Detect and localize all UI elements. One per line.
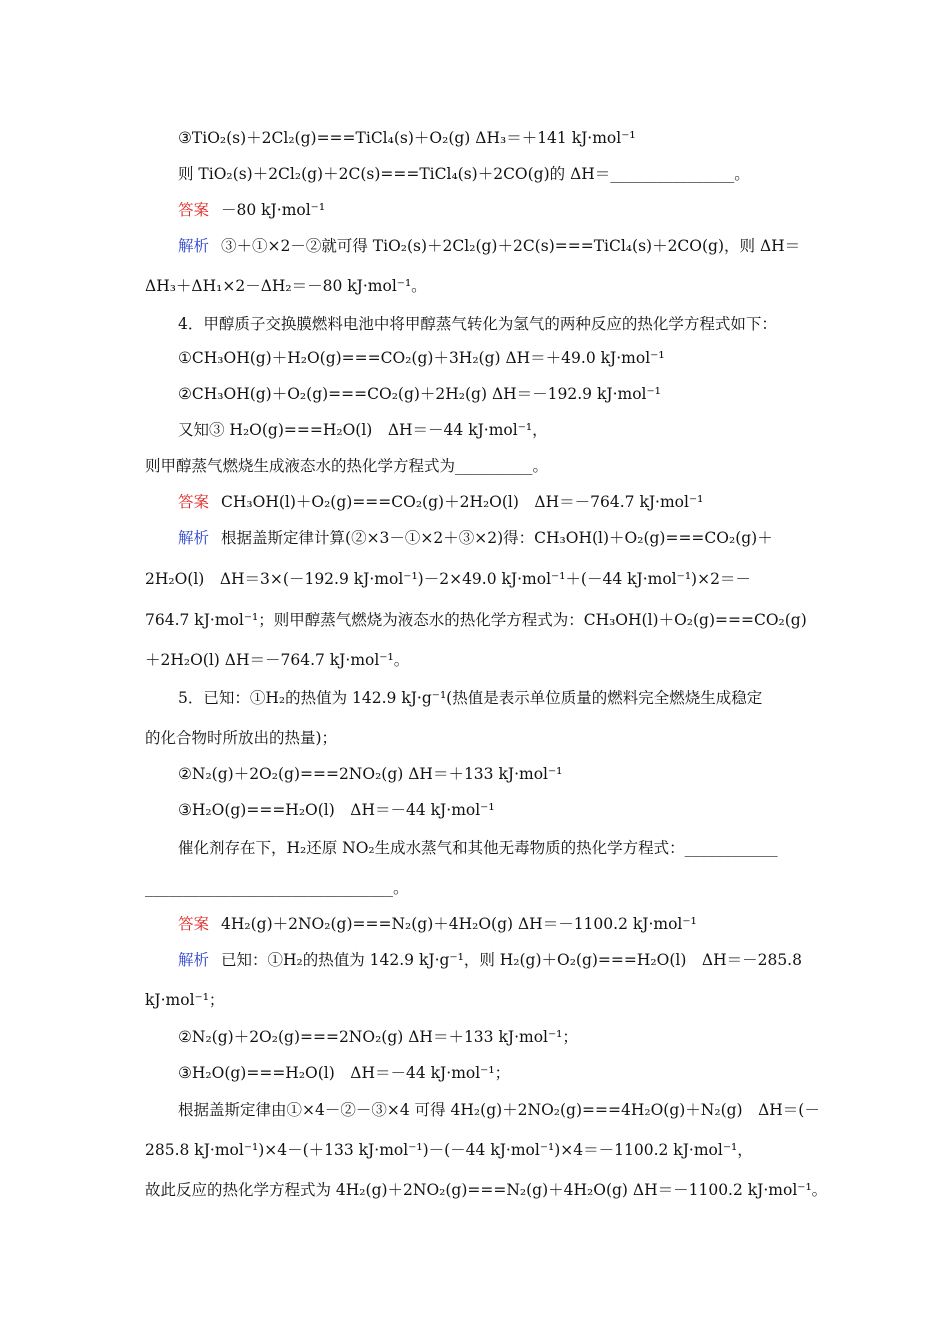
analysis-continuation: kJ·mol⁻¹；	[145, 991, 225, 1009]
analysis-label: 解析	[178, 529, 210, 547]
analysis-continuation: 764.7 kJ·mol⁻¹；则甲醇蒸气燃烧为液态水的热化学方程式为：CH₃OH(l)＋O₂(g)===CO₂(g)	[145, 611, 807, 629]
analysis-text: ③＋①×2－②就可得 TiO₂(s)＋2Cl₂(g)＋2C(s)===TiCl₄(s)＋2CO(g)，则 ΔH＝	[221, 237, 801, 255]
equation-line: ②N₂(g)＋2O₂(g)===2NO₂(g) ΔH＝＋133 kJ·mol⁻¹	[178, 765, 563, 783]
answer-line	[178, 492, 703, 512]
answer-text: －80 kJ·mol⁻¹	[221, 201, 326, 219]
analysis-line	[178, 528, 773, 548]
analysis-text: 根据盖斯定律计算(②×3－①×2＋③×2)得：CH₃OH(l)＋O₂(g)===CO₂(g)＋	[221, 529, 773, 547]
question-5-title: 5．已知：①H₂的热值为 142.9 kJ·g⁻¹(热值是表示单位质量的燃料完全燃烧生成稳定	[178, 689, 763, 707]
equation-line: ②CH₃OH(g)＋O₂(g)===CO₂(g)＋2H₂(g) ΔH＝－192.9 kJ·mol⁻¹	[178, 385, 661, 403]
analysis-line	[178, 950, 802, 970]
analysis-line	[178, 236, 800, 256]
answer-label: 答案	[178, 493, 210, 511]
answer-label: 答案	[178, 915, 210, 933]
analysis-continuation: 2H₂O(l) ΔH＝3×(－192.9 kJ·mol⁻¹)－2×49.0 kJ·mol⁻¹＋(－44 kJ·mol⁻¹)×2＝－	[145, 570, 751, 588]
question-4-title: 4．甲醇质子交换膜燃料电池中将甲醇蒸气转化为氢气的两种反应的热化学方程式如下：	[178, 315, 777, 333]
equation-line: ②N₂(g)＋2O₂(g)===2NO₂(g) ΔH＝＋133 kJ·mol⁻¹；	[178, 1028, 578, 1046]
analysis-continuation: 285.8 kJ·mol⁻¹)×4－(＋133 kJ·mol⁻¹)－(－44 kJ·mol⁻¹)×4＝－1100.2 kJ·mol⁻¹，	[145, 1141, 753, 1159]
analysis-label: 解析	[178, 951, 210, 969]
answer-line	[178, 200, 325, 220]
answer-line	[178, 914, 697, 934]
answer-text: CH₃OH(l)＋O₂(g)===CO₂(g)＋2H₂O(l) ΔH＝－764.7 kJ·mol⁻¹	[221, 493, 704, 511]
question-line: 的化合物时所放出的热量)；	[145, 729, 338, 747]
analysis-continuation: ΔH₃＋ΔH₁×2－ΔH₂＝－80 kJ·mol⁻¹。	[145, 277, 427, 295]
answer-blank-line: ________________________________。	[145, 879, 409, 897]
equation-line: ③H₂O(g)===H₂O(l) ΔH＝－44 kJ·mol⁻¹	[178, 801, 495, 819]
answer-text: 4H₂(g)＋2NO₂(g)===N₂(g)＋4H₂O(g) ΔH＝－1100.2 kJ·mol⁻¹	[221, 915, 697, 933]
analysis-continuation: 故此反应的热化学方程式为 4H₂(g)＋2NO₂(g)===N₂(g)＋4H₂O(g) ΔH＝－1100.2 kJ·mol⁻¹。	[145, 1181, 828, 1199]
equation-line: 又知③ H₂O(g)===H₂O(l) ΔH＝－44 kJ·mol⁻¹，	[178, 421, 548, 439]
analysis-continuation: ＋2H₂O(l) ΔH＝－764.7 kJ·mol⁻¹。	[145, 651, 410, 669]
question-line: 催化剂存在下，H₂还原 NO₂生成水蒸气和其他无毒物质的热化学方程式：____________	[178, 839, 778, 857]
equation-3-line: ③TiO₂(s)＋2Cl₂(g)===TiCl₄(s)＋O₂(g) ΔH₃＝＋141 kJ·mol⁻¹	[178, 129, 636, 147]
question-line: 则甲醇蒸气燃烧生成液态水的热化学方程式为__________。	[145, 457, 549, 475]
equation-line: ③H₂O(g)===H₂O(l) ΔH＝－44 kJ·mol⁻¹；	[178, 1064, 511, 1082]
question-line: 则 TiO₂(s)＋2Cl₂(g)＋2C(s)===TiCl₄(s)＋2CO(g)的 ΔH＝________________。	[178, 165, 750, 183]
analysis-label: 解析	[178, 237, 210, 255]
analysis-continuation: 根据盖斯定律由①×4－②－③×4 可得 4H₂(g)＋2NO₂(g)===4H₂O(g)＋N₂(g) ΔH＝(－	[178, 1101, 820, 1119]
answer-label: 答案	[178, 201, 210, 219]
analysis-text: 已知：①H₂的热值为 142.9 kJ·g⁻¹，则 H₂(g)＋O₂(g)===H₂O(l) ΔH＝－285.8	[221, 951, 802, 969]
equation-line: ①CH₃OH(g)＋H₂O(g)===CO₂(g)＋3H₂(g) ΔH＝＋49.0 kJ·mol⁻¹	[178, 349, 665, 367]
